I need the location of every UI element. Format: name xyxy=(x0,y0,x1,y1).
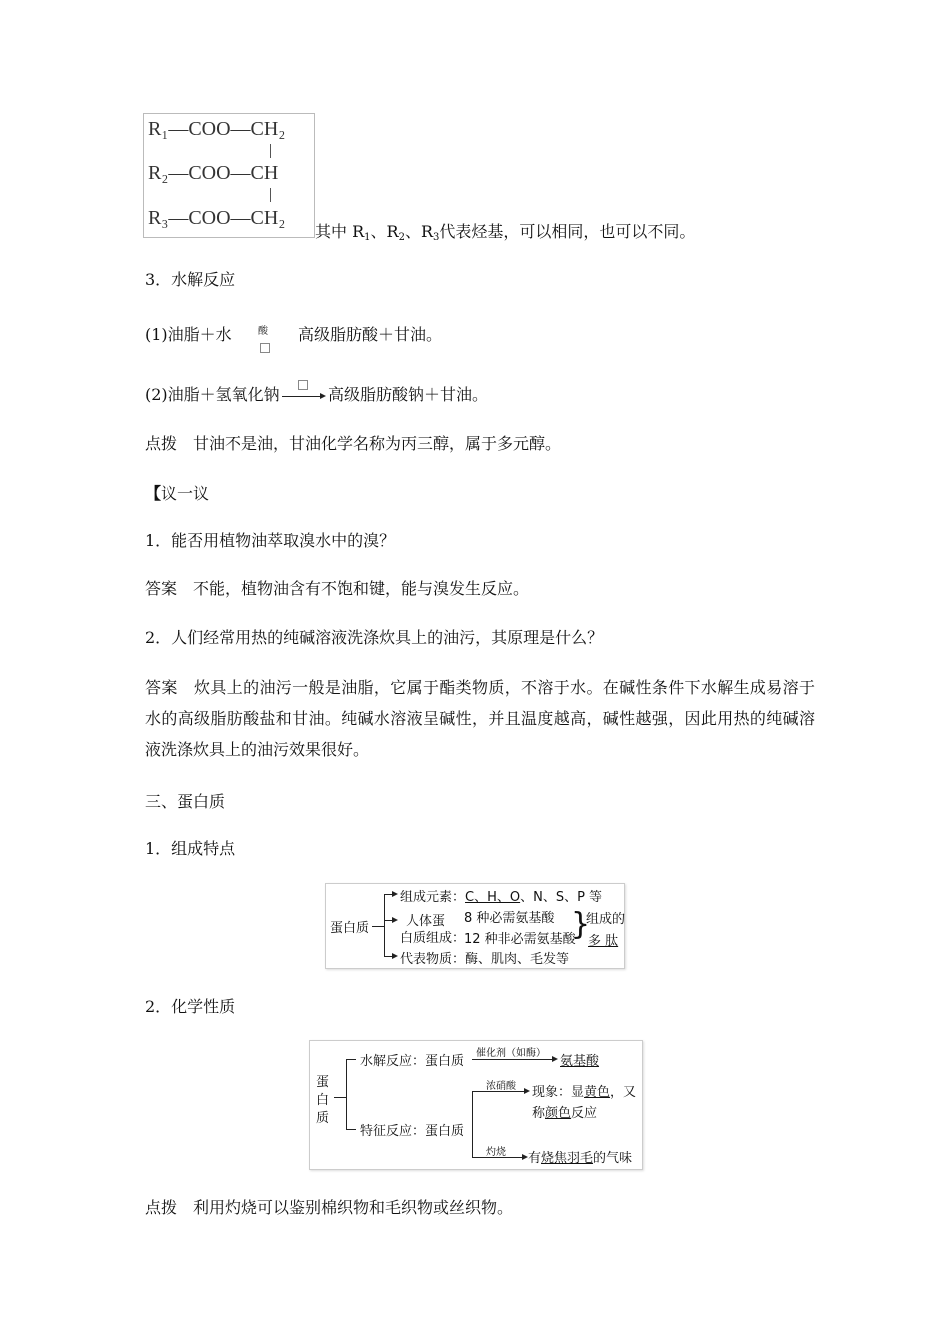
placeholder-symbol xyxy=(298,380,308,393)
diagram1-root: 蛋白质 xyxy=(330,921,370,936)
connector xyxy=(346,1059,356,1060)
reaction-2-right: 高级脂肪酸钠＋甘油。 xyxy=(328,385,489,404)
reaction-arrow xyxy=(282,396,320,397)
connector xyxy=(384,894,392,895)
connector xyxy=(472,1091,473,1157)
structure-row-3: R₃—COO—CH₂ xyxy=(148,207,286,229)
connector xyxy=(384,920,392,921)
arrow-head xyxy=(392,891,398,897)
question-2: 2．人们经常用热的纯碱溶液洗涤炊具上的油污，其原理是什么？ xyxy=(145,628,604,647)
connector xyxy=(384,956,392,957)
xanthoproteic-line-1: 现象：显黄色，又 xyxy=(532,1085,637,1100)
reaction-arrow-head xyxy=(320,393,326,399)
forms-text: 组成的 xyxy=(586,912,626,927)
connector xyxy=(346,1129,356,1130)
chemical-properties-title: 2．化学性质 xyxy=(145,997,236,1016)
chemical-properties-diagram xyxy=(309,1040,643,1170)
reaction-1-left: (1)油脂＋水 xyxy=(145,325,232,344)
polypeptide: 多 肽 xyxy=(588,934,619,949)
answer-1: 答案 不能，植物油含有不饱和键，能与溴发生反应。 xyxy=(145,579,530,598)
elements-line: 组成元素：C、H、O、N、S、P 等 xyxy=(400,890,603,905)
nonessential-amino-acids: 12 种非必需氨基酸 xyxy=(464,932,576,947)
characteristic-label: 特征反应：蛋白质 xyxy=(360,1124,465,1139)
question-1: 1．能否用植物油萃取溴水中的溴？ xyxy=(145,531,396,550)
essential-amino-acids: 8 种必需氨基酸 xyxy=(464,911,555,926)
composition-diagram xyxy=(325,883,625,969)
tip-glycerol: 点拨 甘油不是油，甘油化学名称为丙三醇，属于多元醇。 xyxy=(145,434,562,453)
human-protein-label-1: 人体蛋 xyxy=(406,914,446,929)
structure-caption: 其中 $R_1$、$R_2$、$R_3$代表烃基，可以相同，也可以不同。 xyxy=(315,222,696,243)
arrow-head xyxy=(392,953,398,959)
nitric-acid-condition: 浓硝酸 xyxy=(486,1081,516,1092)
catalyst-condition: 催化剂（如酶） xyxy=(476,1048,546,1059)
tip-burning: 点拨 利用灼烧可以鉴别棉织物和毛织物或丝织物。 xyxy=(145,1198,514,1217)
arrow-head xyxy=(392,917,398,923)
bond-line xyxy=(270,144,271,158)
connector xyxy=(346,1059,347,1129)
placeholder-symbol xyxy=(260,343,270,356)
representative-substances: 代表物质：酶、肌肉、毛发等 xyxy=(400,952,570,967)
discuss-heading: 【议一议 xyxy=(145,484,210,503)
structure-row-2: R₂—COO—CH xyxy=(148,162,279,184)
reaction-1-right: 高级脂肪酸＋甘油。 xyxy=(298,325,443,344)
connector xyxy=(384,894,385,956)
bracket-icon: 【 xyxy=(145,484,162,503)
triglyceride-structure xyxy=(143,113,315,238)
section-title: 3．水解反应 xyxy=(145,270,236,289)
protein-heading: 三、蛋白质 xyxy=(145,792,226,811)
structure-row-1: R₁—COO—CH₂ xyxy=(148,118,286,140)
diagram2-root-2: 白 xyxy=(316,1093,330,1108)
burning-result: 有烧焦羽毛的气味 xyxy=(528,1151,633,1166)
answer-2: 答案 炊具上的油污一般是油脂，它属于酯类物质，不溶于水。在碱性条件下水解生成易溶于水的高级脂肪酸盐和甘油。纯碱水溶液呈碱性，并且温度越高，碱性越强，因此用热的纯碱溶液洗涤炊具上的油污效果很好。 xyxy=(145,678,815,759)
reaction-1-condition: 酸 xyxy=(258,326,268,337)
connector xyxy=(334,1097,346,1098)
brace: } xyxy=(571,907,591,942)
reaction-2-left: (2)油脂＋氢氧化钠 xyxy=(145,385,280,404)
amino-acid-product: 氨基酸 xyxy=(560,1054,600,1069)
composition-title: 1．组成特点 xyxy=(145,839,236,858)
diagram2-root-1: 蛋 xyxy=(316,1075,330,1090)
diagram2-root-3: 质 xyxy=(316,1111,330,1126)
arrow-head xyxy=(524,1088,530,1094)
reaction-arrow-head xyxy=(552,1056,558,1062)
hydrolysis-label: 水解反应：蛋白质 xyxy=(360,1054,465,1069)
human-protein-label-2: 白质组成： xyxy=(400,931,466,946)
bond-line xyxy=(270,188,271,202)
reaction-arrow xyxy=(472,1059,552,1060)
connector xyxy=(372,926,384,927)
burning-condition: 灼烧 xyxy=(486,1147,506,1158)
xanthoproteic-line-2: 称颜色反应 xyxy=(532,1106,598,1121)
